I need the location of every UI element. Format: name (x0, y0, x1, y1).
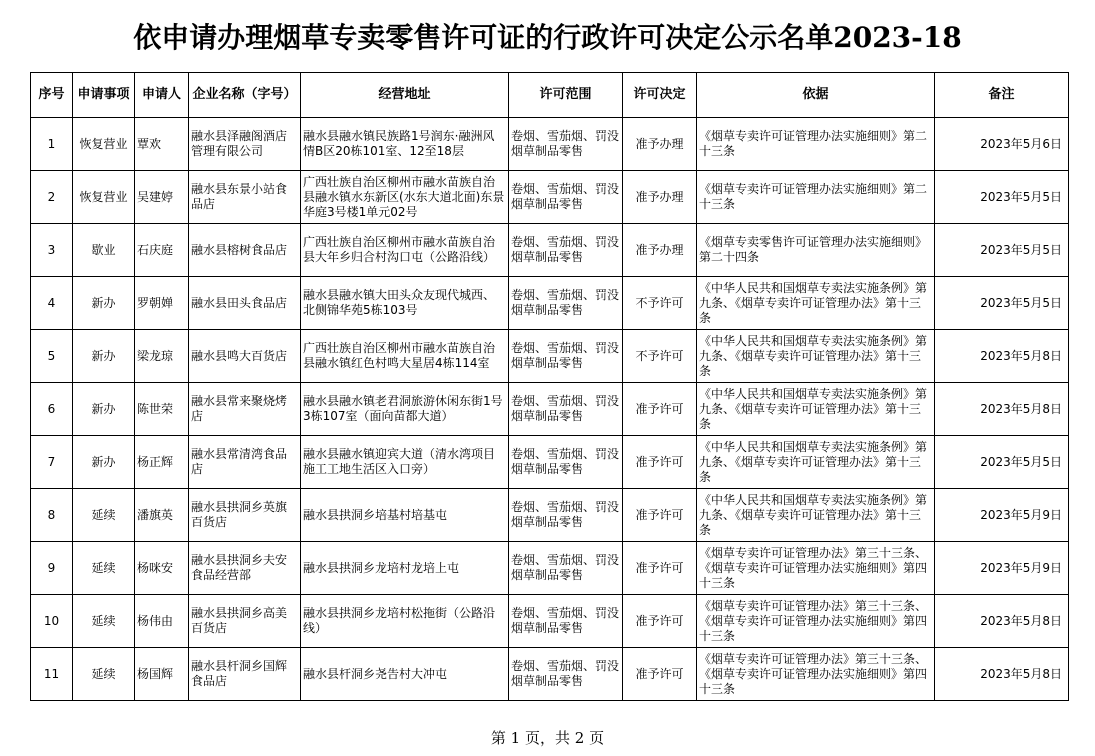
cell-basis: 《中华人民共和国烟草专卖法实施条例》第九条、《烟草专卖许可证管理办法》第十三条 (697, 489, 935, 542)
cell-company: 融水县拱洞乡夫安食品经营部 (189, 542, 301, 595)
cell-applicant: 覃欢 (135, 118, 189, 171)
cell-scope: 卷烟、雪茄烟、罚没烟草制品零售 (509, 118, 623, 171)
cell-decision: 准予许可 (623, 383, 697, 436)
cell-decision: 准予许可 (623, 648, 697, 701)
cell-basis: 《中华人民共和国烟草专卖法实施条例》第九条、《烟草专卖许可证管理办法》第十三条 (697, 383, 935, 436)
cell-applicant: 杨咪安 (135, 542, 189, 595)
cell-decision: 准予办理 (623, 118, 697, 171)
cell-remark: 2023年5月8日 (935, 383, 1069, 436)
cell-decision: 准予许可 (623, 436, 697, 489)
cell-address: 融水县拱洞乡培基村培基屯 (301, 489, 509, 542)
cell-basis: 《中华人民共和国烟草专卖法实施条例》第九条、《烟草专卖许可证管理办法》第十三条 (697, 277, 935, 330)
cell-company: 融水县鸣大百货店 (189, 330, 301, 383)
cell-remark: 2023年5月5日 (935, 436, 1069, 489)
page-title: 依申请办理烟草专卖零售许可证的行政许可决定公示名单2023-18 (133, 21, 962, 54)
cell-basis: 《烟草专卖许可证管理办法》第三十三条、《烟草专卖许可证管理办法实施细则》第四十三条 (697, 542, 935, 595)
cell-decision: 准予许可 (623, 542, 697, 595)
cell-scope: 卷烟、雪茄烟、罚没烟草制品零售 (509, 171, 623, 224)
cell-item: 新办 (73, 383, 135, 436)
cell-remark: 2023年5月9日 (935, 489, 1069, 542)
table-row (31, 542, 1069, 595)
cell-scope: 卷烟、雪茄烟、罚没烟草制品零售 (509, 489, 623, 542)
cell-company: 融水县拱洞乡高美百货店 (189, 595, 301, 648)
cell-scope: 卷烟、雪茄烟、罚没烟草制品零售 (509, 330, 623, 383)
cell-decision: 准予办理 (623, 224, 697, 277)
cell-basis: 《中华人民共和国烟草专卖法实施条例》第九条、《烟草专卖许可证管理办法》第十三条 (697, 436, 935, 489)
cell-remark: 2023年5月8日 (935, 648, 1069, 701)
table-row (31, 330, 1069, 383)
cell-basis: 《烟草专卖许可证管理办法实施细则》第二十三条 (697, 171, 935, 224)
cell-remark: 2023年5月5日 (935, 277, 1069, 330)
cell-applicant: 陈世荣 (135, 383, 189, 436)
table-row (31, 648, 1069, 701)
cell-scope: 卷烟、雪茄烟、罚没烟草制品零售 (509, 383, 623, 436)
table-row (31, 595, 1069, 648)
table-row (31, 277, 1069, 330)
cell-address: 融水县融水镇民族路1号润东·融洲风情B区20栋101室、12至18层 (301, 118, 509, 171)
cell-item: 延续 (73, 489, 135, 542)
header-scope: 许可范围 (509, 73, 623, 118)
cell-item: 新办 (73, 436, 135, 489)
cell-address: 融水县融水镇大田头众友现代城西、北侧锦华苑5栋103号 (301, 277, 509, 330)
cell-item: 新办 (73, 330, 135, 383)
cell-remark: 2023年5月8日 (935, 330, 1069, 383)
cell-seq: 8 (31, 489, 73, 542)
table-row (31, 489, 1069, 542)
cell-remark: 2023年5月6日 (935, 118, 1069, 171)
cell-applicant: 吴建婷 (135, 171, 189, 224)
cell-seq: 11 (31, 648, 73, 701)
cell-basis: 《烟草专卖许可证管理办法》第三十三条、《烟草专卖许可证管理办法实施细则》第四十三条 (697, 648, 935, 701)
cell-address: 融水县拱洞乡龙培村松拖街（公路沿线） (301, 595, 509, 648)
header-seq: 序号 (31, 73, 73, 118)
cell-scope: 卷烟、雪茄烟、罚没烟草制品零售 (509, 542, 623, 595)
cell-seq: 2 (31, 171, 73, 224)
cell-decision: 准予许可 (623, 595, 697, 648)
cell-seq: 4 (31, 277, 73, 330)
table-row (31, 171, 1069, 224)
cell-company: 融水县常清湾食品店 (189, 436, 301, 489)
table-row (31, 224, 1069, 277)
cell-scope: 卷烟、雪茄烟、罚没烟草制品零售 (509, 436, 623, 489)
license-decision-table (30, 72, 1069, 701)
cell-seq: 3 (31, 224, 73, 277)
header-address: 经营地址 (301, 73, 509, 118)
cell-company: 融水县常来聚烧烤店 (189, 383, 301, 436)
cell-decision: 准予办理 (623, 171, 697, 224)
cell-basis: 《烟草专卖许可证管理办法实施细则》第二十三条 (697, 118, 935, 171)
cell-item: 延续 (73, 648, 135, 701)
cell-applicant: 梁龙琼 (135, 330, 189, 383)
cell-item: 恢复营业 (73, 171, 135, 224)
cell-scope: 卷烟、雪茄烟、罚没烟草制品零售 (509, 595, 623, 648)
cell-company: 融水县榕树食品店 (189, 224, 301, 277)
cell-applicant: 罗朝婵 (135, 277, 189, 330)
cell-seq: 7 (31, 436, 73, 489)
cell-item: 恢复营业 (73, 118, 135, 171)
cell-applicant: 杨国辉 (135, 648, 189, 701)
cell-item: 延续 (73, 595, 135, 648)
table-header-row (31, 73, 1069, 118)
cell-basis: 《烟草专卖许可证管理办法》第三十三条、《烟草专卖许可证管理办法实施细则》第四十三条 (697, 595, 935, 648)
cell-address: 融水县杆洞乡尧告村大冲屯 (301, 648, 509, 701)
cell-seq: 1 (31, 118, 73, 171)
cell-address: 广西壮族自治区柳州市融水苗族自治县大年乡归合村沟口屯（公路沿线） (301, 224, 509, 277)
header-applicant: 申请人 (135, 73, 189, 118)
cell-address: 广西壮族自治区柳州市融水苗族自治县融水镇水东新区(水东大道北面)东景华庭3号楼1单元02号 (301, 171, 509, 224)
cell-address: 融水县拱洞乡龙培村龙培上屯 (301, 542, 509, 595)
table-row (31, 118, 1069, 171)
cell-item: 歇业 (73, 224, 135, 277)
cell-decision: 准予许可 (623, 489, 697, 542)
cell-seq: 9 (31, 542, 73, 595)
cell-remark: 2023年5月8日 (935, 595, 1069, 648)
header-decision: 许可决定 (623, 73, 697, 118)
cell-basis: 《中华人民共和国烟草专卖法实施条例》第九条、《烟草专卖许可证管理办法》第十三条 (697, 330, 935, 383)
cell-remark: 2023年5月9日 (935, 542, 1069, 595)
cell-address: 融水县融水镇迎宾大道（清水湾项目施工工地生活区入口旁） (301, 436, 509, 489)
page-footer: 第 1 页，共 2 页 (490, 729, 605, 747)
header-company: 企业名称（字号） (189, 73, 301, 118)
cell-seq: 10 (31, 595, 73, 648)
cell-seq: 6 (31, 383, 73, 436)
cell-company: 融水县东景小站食品店 (189, 171, 301, 224)
cell-address: 广西壮族自治区柳州市融水苗族自治县融水镇红色村鸣大星居4栋114室 (301, 330, 509, 383)
cell-company: 融水县杆洞乡国辉食品店 (189, 648, 301, 701)
cell-scope: 卷烟、雪茄烟、罚没烟草制品零售 (509, 648, 623, 701)
cell-basis: 《烟草专卖零售许可证管理办法实施细则》第二十四条 (697, 224, 935, 277)
cell-company: 融水县泽融阁酒店管理有限公司 (189, 118, 301, 171)
cell-company: 融水县拱洞乡英旗百货店 (189, 489, 301, 542)
cell-item: 延续 (73, 542, 135, 595)
cell-decision: 不予许可 (623, 330, 697, 383)
cell-scope: 卷烟、雪茄烟、罚没烟草制品零售 (509, 224, 623, 277)
cell-scope: 卷烟、雪茄烟、罚没烟草制品零售 (509, 277, 623, 330)
cell-company: 融水县田头食品店 (189, 277, 301, 330)
header-remark: 备注 (935, 73, 1069, 118)
cell-remark: 2023年5月5日 (935, 171, 1069, 224)
cell-seq: 5 (31, 330, 73, 383)
cell-item: 新办 (73, 277, 135, 330)
cell-address: 融水县融水镇老君洞旅游休闲东街1号3栋107室（面向苗都大道） (301, 383, 509, 436)
table-row (31, 383, 1069, 436)
cell-applicant: 石庆庭 (135, 224, 189, 277)
cell-applicant: 杨伟由 (135, 595, 189, 648)
cell-applicant: 潘旗英 (135, 489, 189, 542)
header-item: 申请事项 (73, 73, 135, 118)
cell-decision: 不予许可 (623, 277, 697, 330)
cell-remark: 2023年5月5日 (935, 224, 1069, 277)
table-row (31, 436, 1069, 489)
header-basis: 依据 (697, 73, 935, 118)
cell-applicant: 杨正辉 (135, 436, 189, 489)
